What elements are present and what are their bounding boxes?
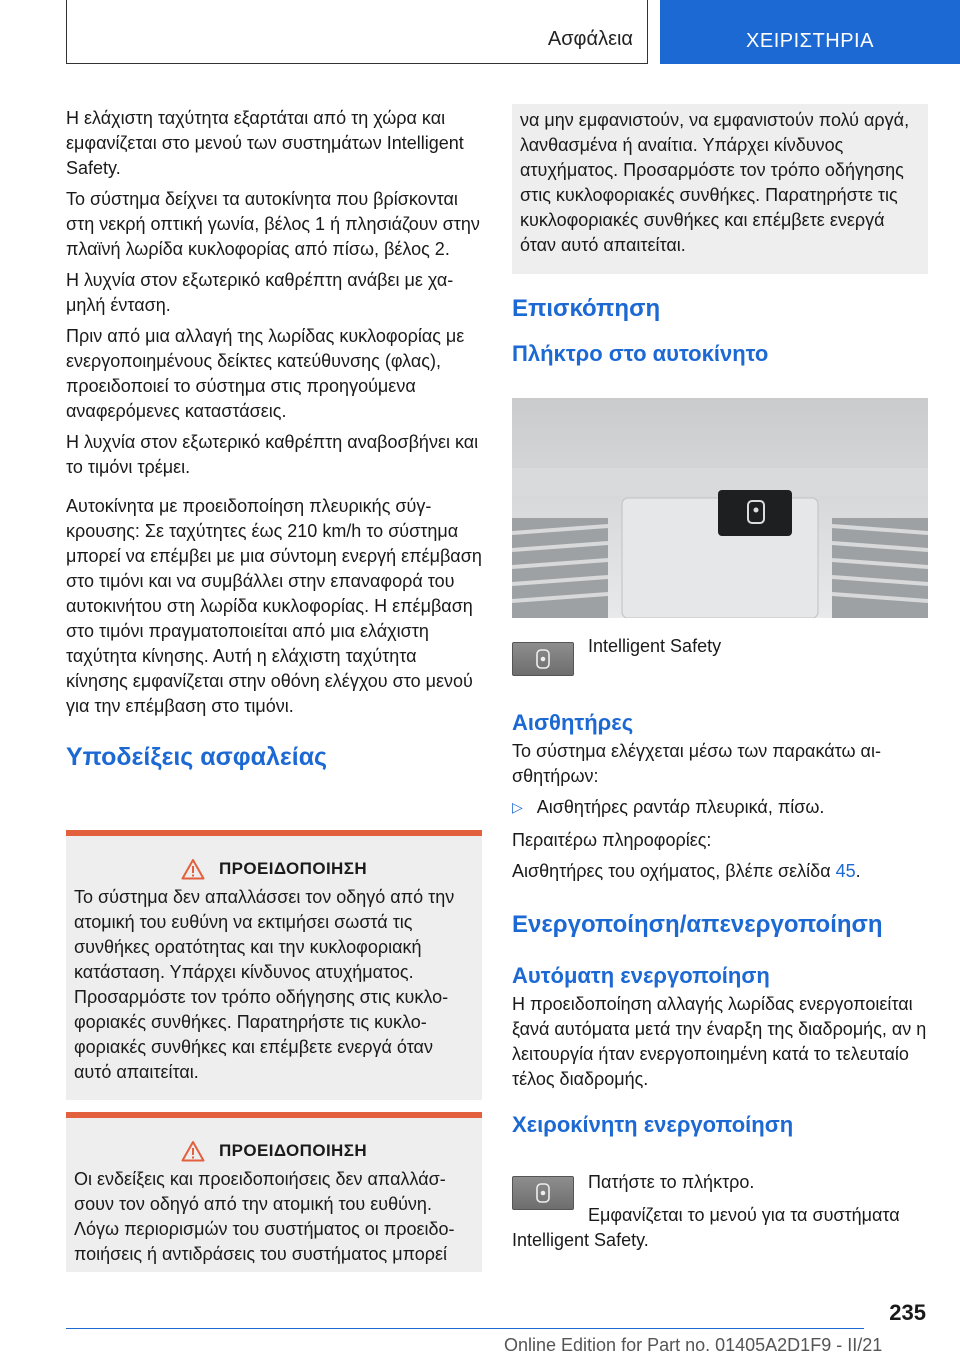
reference-text: Αισθητήρες του οχήματος, βλέπε σελίδα: [512, 861, 831, 881]
warning-text: Το σύστημα δεν απαλλάσσει τον οδηγό από την ατομική του ευθύνη να εκτιμήσει σωστά τις συνθήκες ορατότητας και την κυκλοφοριακή κατάσταση. Υπάρχει κίνδυνος ατυχήματος. Προσαρμόστε τον τρόπο οδήγησης στις κυκλοφοριακές συνθήκες. Παρατηρήστε τις κυκλοφοριακές συνθήκες και επέμβετε ενεργά όταν αυτό απαιτείται.: [74, 887, 455, 1082]
paragraph: Η λυχνία στον εξωτερικό καθρέπτη ανάβει με χαμηλή ένταση.: [66, 270, 454, 315]
key-row: [512, 636, 928, 684]
car-icon: [535, 1183, 551, 1203]
paragraph: Η ελάχιστη ταχύτητα εξαρτάται από τη χώρα και εμφανίζεται στο μενού των συστημάτων Intelligent Safety.: [66, 108, 464, 178]
reference-suffix: .: [855, 861, 861, 881]
overview-heading: Επισκόπηση: [512, 295, 661, 322]
edition-text: Online Edition for Part no. 01405A2D1F9 - II/21: [504, 1335, 883, 1355]
manual-activation-block: [512, 1170, 928, 1253]
activation-section: [512, 912, 928, 1137]
key-label: Intelligent Safety: [588, 636, 722, 656]
page-reference-link[interactable]: 45: [835, 861, 856, 881]
paragraph: Αυτοκίνητα με προειδοποίηση πλευρικής σύγκρουσης: Σε ταχύτητες έως 210 km/h το σύστημα μπορεί να επέμβει με μια σύντομη ενεργή επέμβαση στο τιμόνι και να συμβάλλει στην επαναφορά του αυτοκινήτου στη λωρίδα κυκλοφορίας. Η επέμβαση στο τιμόνι πραγματοποιείται από μια ελάχιστη ταχύτητα κίνησης. Αυτή η ελάχιστη ταχύτητα κίνησης εμφανίζεται στην οθόνη ελέγχου στο μενού για την επέμβαση στο τιμόνι.: [66, 496, 482, 716]
left-column: [66, 106, 482, 800]
warning-box-2: [66, 1112, 482, 1272]
paragraph: Η λυχνία στον εξωτερικό καθρέπτη αναβοσβήνει και το τιμόνι τρέμει.: [66, 432, 479, 477]
right-column: [512, 296, 928, 366]
paragraph: Εμφανίζεται το μενού για τα συστήματα Intelligent Safety.: [512, 1205, 900, 1250]
header-section-box: [66, 0, 648, 64]
list-item: [512, 795, 928, 820]
warning-title-text: ΠΡΟΕΙΔΟΠΟΙΗΣΗ: [218, 859, 368, 878]
sensors-section: [512, 710, 928, 890]
warning-text: Οι ενδείξεις και προειδοποιήσεις δεν απαλλάσσουν τον οδηγό από την ατομική του ευθύνη. Λόγω περιορισμών του συστήματος οι προειδοποιήσεις ή αντιδράσεις του συστήματος μπορεί: [74, 1169, 455, 1264]
bullet-triangle-icon: ▷: [512, 799, 523, 815]
warning-triangle-icon: [181, 1140, 205, 1162]
paragraph: Περαιτέρω πληροφορίες:: [512, 830, 712, 850]
warning-title-text: ΠΡΟΕΙΔΟΠΟΙΗΣΗ: [218, 1141, 368, 1160]
footer-divider: [66, 1328, 864, 1329]
paragraph: Πατήστε το πλήκτρο.: [588, 1172, 755, 1192]
warning-title: [74, 856, 474, 881]
chapter-tab[interactable]: ΧΕΙΡΙΣΤΗΡΙΑ: [660, 0, 960, 64]
warning-continuation: να μην εμφανιστούν, να εμφανιστούν πολύ αργά, λανθασμένα ή αναίτια. Υπάρχει κίνδυνος ατυχήματος. Προσαρμόστε τον τρόπο οδήγησης στις κυκλοφοριακές συνθήκες. Παρατηρήστε τις κυκλοφοριακές συνθήκες και επέμβετε ενεργά όταν αυτό απαιτείται.: [512, 104, 928, 274]
warning-box-1: [66, 830, 482, 1100]
paragraph: Το σύστημα δείχνει τα αυτοκίνητα που βρίσκονται στη νεκρή οπτική γωνία, βέλος 1 ή πλησιάζουν στην πλαϊνή λωρίδα κυκλοφορίας από πίσω, βέλος 2.: [66, 189, 480, 259]
manual-activation-heading: Χειροκίνητη ενεργοποίηση: [512, 1112, 794, 1137]
car-button-photo: [512, 398, 928, 618]
intelligent-safety-key-icon: [512, 642, 574, 676]
car-icon: [535, 649, 551, 669]
paragraph: [512, 859, 928, 884]
paragraph: Το σύστημα ελέγχεται μέσω των παρακάτω αισθητήρων:: [512, 741, 881, 786]
safety-heading: Υποδείξεις ασφαλείας: [66, 743, 328, 771]
auto-activation-heading: Αυτόματη ενεργοποίηση: [512, 963, 770, 988]
section-title: Ασφάλεια: [547, 28, 633, 50]
warning-title: [74, 1138, 474, 1163]
list-item-text: Αισθητήρες ραντάρ πλευρικά, πίσω.: [536, 797, 825, 817]
warning-triangle-icon: [181, 858, 205, 880]
button-heading: Πλήκτρο στο αυτοκίνητο: [512, 341, 769, 366]
sensors-heading: Αισθητήρες: [512, 710, 634, 735]
activation-heading: Ενεργοποίηση/απενεργοποίηση: [512, 911, 883, 938]
intelligent-safety-key-icon: [512, 1176, 574, 1210]
page-number: 235: [889, 1300, 926, 1325]
paragraph: Η προειδοποίηση αλλαγής λωρίδας ενεργοποιείται ξανά αυτόματα μετά την έναρξη της διαδρομής, αν η λειτουργία ήταν ενεργοποιημένη κατά το τελευταίο τέλος διαδρομής.: [512, 994, 927, 1089]
paragraph: Πριν από μια αλλαγή της λωρίδας κυκλοφορίας με ενεργοποιημένους δείκτες κατεύθυνσης (φλας), προειδοποιεί το σύστημα στις προηγούμενα αναφερόμενες καταστάσεις.: [66, 326, 465, 421]
